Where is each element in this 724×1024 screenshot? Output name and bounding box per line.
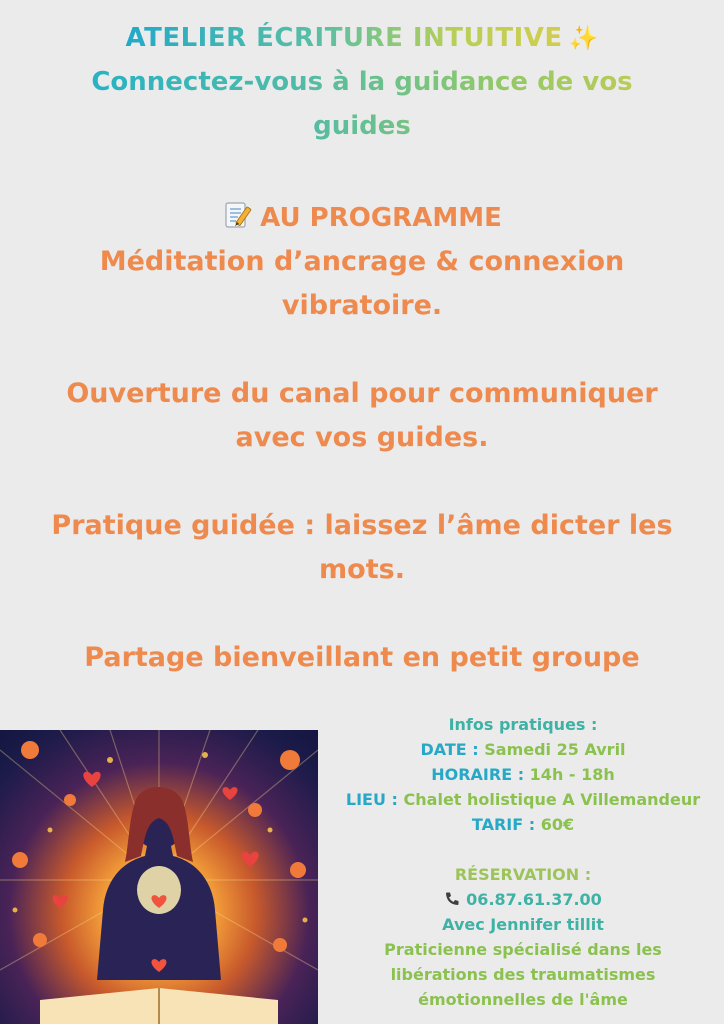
host-role: Praticienne spécialisé dans les libérations des traumatismes émotionnelles de l'âme [384, 940, 662, 1009]
meditation-figure-image [0, 730, 318, 1024]
date-value: Samedi 25 Avril [484, 740, 626, 759]
place-label: LIEU : [345, 790, 398, 809]
phone-icon [444, 891, 460, 907]
memo-icon [222, 200, 252, 230]
date-line [322, 737, 724, 762]
program-item-partage: Partage bienveillant en petit groupe [84, 642, 640, 673]
price-label: TARIF : [471, 815, 536, 834]
hours-value: 14h - 18h [529, 765, 615, 784]
place-line [322, 787, 724, 812]
poster-title: ATELIER ÉCRITURE INTUITIVE [125, 18, 562, 58]
hours-line [322, 762, 724, 787]
sparkles-icon: ✨ [568, 24, 599, 52]
phone-line [322, 887, 724, 912]
phone-number[interactable]: 06.87.61.37.00 [466, 890, 602, 909]
program-item-canal: Ouverture du canal pour communiquer avec vos guides. [66, 378, 658, 453]
program-heading: AU PROGRAMME [260, 203, 502, 233]
meditation-illustration [0, 730, 318, 1024]
place-value: Chalet holistique A Villemandeur [403, 790, 701, 809]
host-name: Avec Jennifer tillit [442, 915, 604, 934]
reservation-heading: RÉSERVATION : [454, 865, 592, 884]
program-item-pratique: Pratique guidée : laissez l’âme dicter les mots. [51, 510, 673, 585]
price-line [322, 812, 724, 837]
program-heading-row [0, 196, 724, 240]
program-section [0, 196, 724, 680]
price-value: 60€ [540, 815, 575, 834]
infos-heading: Infos pratiques : [448, 715, 598, 734]
header [0, 18, 724, 148]
hours-label: HORAIRE : [431, 765, 525, 784]
date-label: DATE : [420, 740, 479, 759]
practical-info [322, 712, 724, 1012]
poster-subtitle: Connectez-vous à la guidance de vos guides [42, 60, 682, 148]
program-item-meditation: Méditation d’ancrage & connexion vibratoire. [99, 246, 625, 321]
